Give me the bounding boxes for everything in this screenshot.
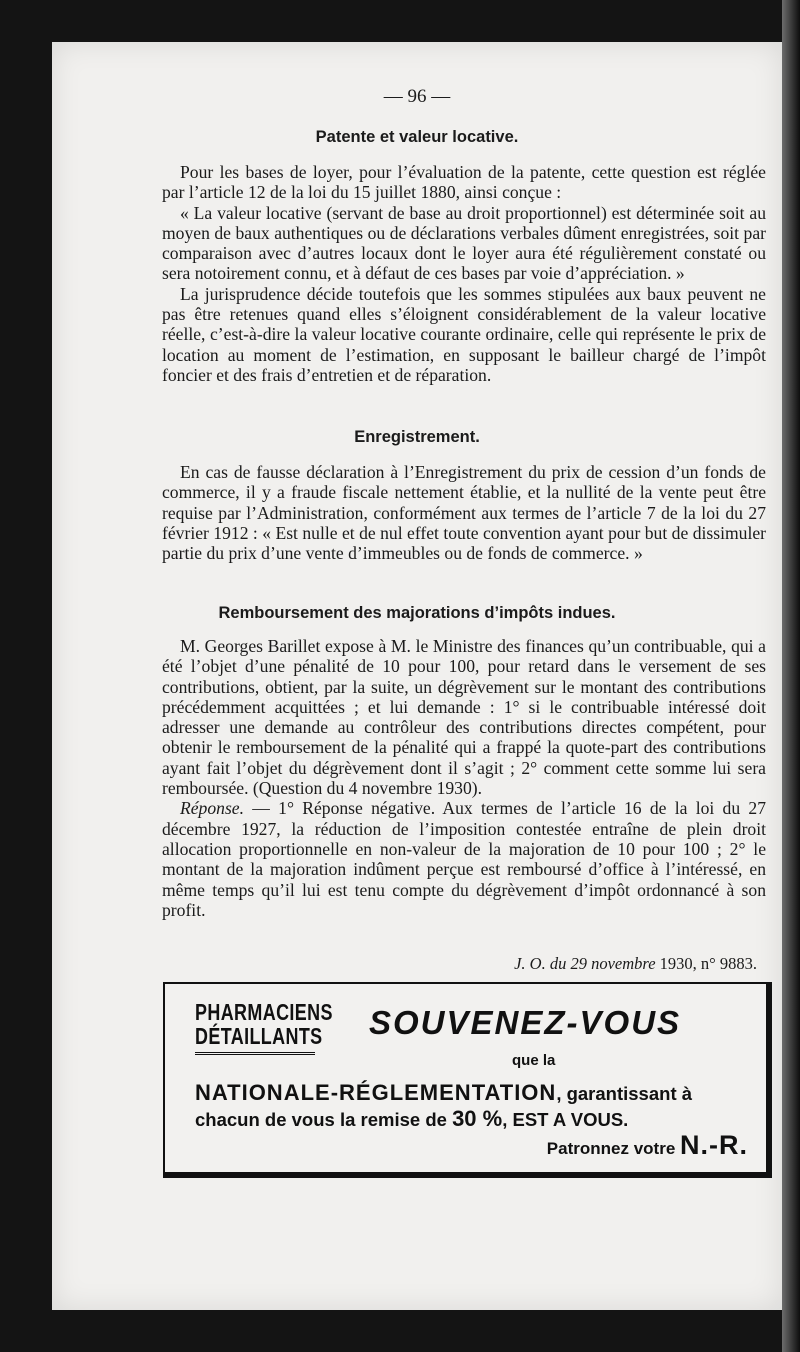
page-edge-shadow [782, 0, 800, 1352]
page-number: — 96 — [383, 86, 451, 107]
ad-discount: 30 % [452, 1106, 503, 1131]
ad-closing-brand: N.-R. [680, 1130, 748, 1160]
section-heading-patente: Patente et valeur locative. [315, 128, 519, 146]
paragraph: En cas de fausse déclaration à l’Enregistrement du prix de cession d’un fonds de commerce, il y a fraude fiscale nettement établie, et la nullité de la vente peut être requise par l’Administration, conformément aux termes de l’article 7 de la loi du 27 février 1912 : « Est nulle et de nul effet toute convention ayant pour but de dissimuler partie du prix d’une vente d’immeubles ou de fonds de commerce. » [162, 462, 766, 564]
citation [52, 954, 757, 974]
section-body-remboursement [162, 636, 766, 920]
ad-line-closing [547, 1130, 748, 1161]
reponse-paragraph [162, 798, 766, 920]
ad-line1-rest: , garantissant à [556, 1083, 693, 1104]
ad-line-brand [195, 1080, 735, 1106]
reponse-text: — 1° Réponse négative. Aux termes de l’article 16 de la loi du 27 décembre 1927, la réduction de l’imposition contestée entraîne de plein droit allocation proportionnelle en non-valeur de la majoration de 10 pour 100 ; 2° le montant de la majoration indûment perçue est remboursé d’office à l’intéressé, en même temps qu’il lui est tenu compte du dégrèvement d’impôt ordonnancé à son profit. [162, 798, 766, 920]
ad-closing-start: Patronnez votre [546, 1139, 680, 1158]
paragraph: Pour les bases de loyer, pour l’évaluation de la patente, cette question est réglée par l’article 12 de la loi du 15 juillet 1880, ainsi conçue : [162, 162, 766, 203]
paragraph: M. Georges Barillet expose à M. le Ministre des finances qu’un contribuable, qui a été l’objet d’une pénalité de 10 pour 100, pour retard dans le versement de ses contributions, obtient, par la suite, un dégrèvement sur le montant des contributions précédemment acquittées ; et lui demande : 1° si le contribuable intéressé doit adresser une demande au contrôleur des contributions directes compétent, pour obtenir le remboursement de la pénalité qui a frappé la quote-part des contributions ayant fait l’objet du dégrèvement dont il s’agit ; 2° comment cette somme lui sera remboursée. (Question du 4 novembre 1930). [162, 636, 766, 799]
section-body-patente [162, 162, 766, 385]
ad-connector: que la [512, 1052, 556, 1069]
ad-label-line1: PHARMACIENS [195, 999, 333, 1025]
ad-line-discount [195, 1106, 628, 1132]
section-heading-remboursement: Remboursement des majorations d’impôts indues. [218, 604, 616, 622]
ad-slogan: SOUVENEZ-VOUS [369, 1004, 682, 1041]
section-heading-enregistrement: Enregistrement. [354, 428, 480, 446]
citation-detail: 1930, n° 9883. [655, 954, 757, 973]
paragraph: La jurisprudence décide toutefois que les sommes stipulées aux baux peuvent ne pas être retenues quand elles s’éloignent considérablement de la valeur locative réelle, c’est-à-dire la valeur locative courante ordinaire, celle qui représente le prix de location au moment de l’estimation, en supposant le bailleur chargé de l’impôt foncier et des frais d’entretien et de réparation. [162, 283, 766, 385]
citation-source: J. O. du 29 novembre [514, 954, 656, 973]
ad-audience-label [195, 1000, 333, 1048]
ad-underline-rule [195, 1052, 315, 1055]
advertisement-box [163, 982, 772, 1178]
section-body-enregistrement [162, 462, 766, 563]
reponse-label: Réponse. [180, 798, 245, 819]
ad-label-line2: DÉTAILLANTS [195, 1023, 323, 1049]
document-page [52, 42, 782, 1310]
ad-line2-start: chacun de vous la remise de [195, 1109, 453, 1130]
ad-line2-end: , EST A VOUS. [502, 1109, 629, 1130]
ad-brand: NATIONALE-RÉGLEMENTATION [195, 1080, 557, 1105]
paragraph: « La valeur locative (servant de base au droit proportionnel) est déterminée soit au moyen de baux authentiques ou de déclarations verbales dûment enregistrées, soit par comparaison avec d’autres locaux dont le loyer aura été régulièrement constaté ou sera notoirement connu, et à défaut de ces bases par voie d’appréciation. » [162, 202, 766, 284]
